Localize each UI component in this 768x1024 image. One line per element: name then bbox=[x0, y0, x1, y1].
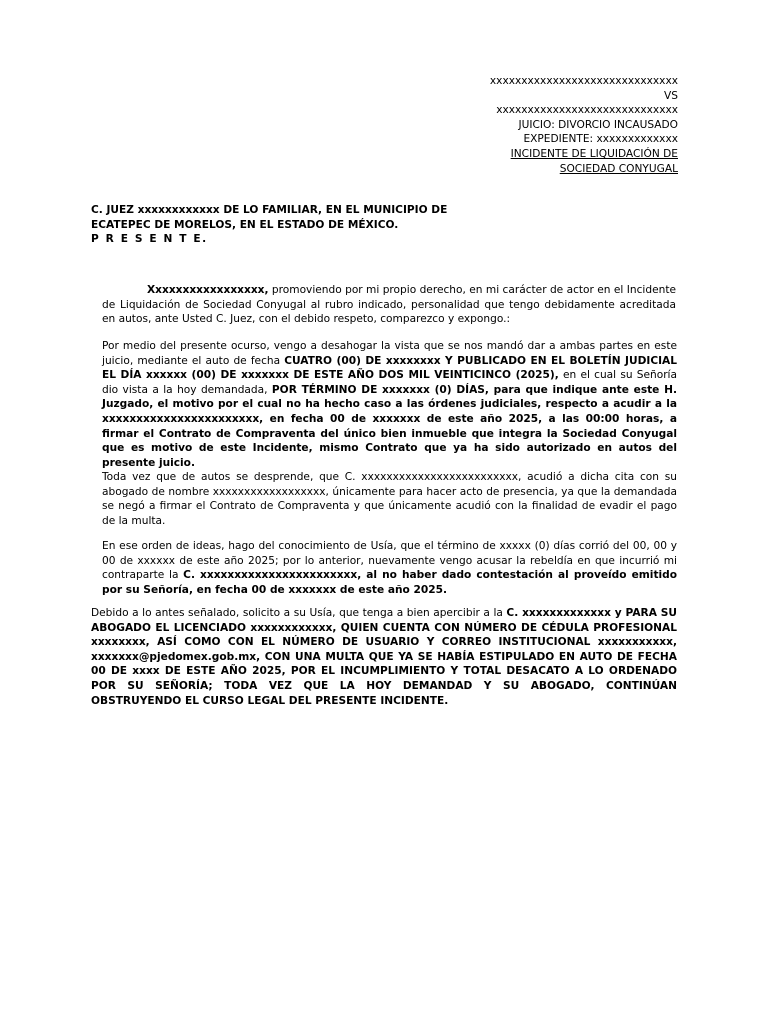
addressee-line1: C. JUEZ xxxxxxxxxxxx DE LO FAMILIAR, EN EL MUNICIPIO DE bbox=[91, 204, 448, 216]
facts-text: Toda vez que de autos se desprende, que C. xxxxxxxxxxxxxxxxxxxxxxxxx, acudió a dicha cita con su abogado de nombre xxxxxxxxxxxxxxxxxx, únicamente para hacer acto de presencia, ya que la demandada se negó a firmar el Contrato de Compraventa y que únicamente acudió con la finalidad de evadir el pago de la multa. bbox=[102, 471, 677, 527]
rebeldia-text: En ese orden de ideas, hago del conocimiento de Usía, que el término de xxxxx (0) días corrió del 00, 00 y 00 de xxxxxx de este año 2025; por lo anterior, nuevamente vengo acusar la rebeldía en que incurrió mi contraparte la bbox=[102, 540, 677, 582]
case-header bbox=[378, 74, 678, 176]
paragraph-petition bbox=[91, 606, 677, 708]
addressee-presente: P R E S E N T E. bbox=[91, 233, 208, 246]
incident-title-line2: SOCIEDAD CONYUGAL bbox=[559, 162, 678, 175]
addressee-block bbox=[91, 203, 471, 247]
intro-text: promoviendo por mi propio derecho, en mi carácter de actor en el Incidente de Liquidación de Sociedad Conyugal al rubro indicado, personalidad que tengo debidamente acreditada en autos, ante Usted C. Juez, con el debido respeto, comparezco y expongo.: bbox=[102, 284, 676, 326]
petition-bold: C. xxxxxxxxxxxxx y PARA SU ABOGADO EL LICENCIADO xxxxxxxxxxxx, QUIEN CUENTA CON NÚMERO DE CÉDULA PROFESIONAL xxxxxxxx, ASÍ COMO CON EL NÚMERO DE USUARIO Y CORREO INSTITUCIONAL xxxxxxxxxxx, xxxxxxx@pjedomex.gob.mx, CON UNA MULTA QUE YA SE HABÍA ESTIPULADO EN AUTO DE FECHA 00 DE xxxx DE ESTE AÑO 2025, POR EL INCUMPLIMIENTO Y TOTAL DESACATO A LO ORDENADO POR SU SEÑORÍA; TODA VEZ QUE LA HOY DEMANDAD Y SU ABOGADO, CONTINÚAN OBSTRUYENDO EL CURSO LEGAL DEL PRESENTE INCIDENTE. bbox=[91, 607, 677, 707]
addressee-line2: ECATEPEC DE MORELOS, EN EL ESTADO DE MÉXICO. bbox=[91, 218, 399, 231]
paragraph-facts bbox=[102, 470, 677, 528]
petition-text: Debido a lo antes señalado, solicito a su Usía, que tenga a bien apercibir a la bbox=[91, 607, 507, 619]
paragraph-introduction bbox=[102, 283, 676, 327]
versus: VS bbox=[664, 89, 678, 102]
case-type: JUICIO: DIVORCIO INCAUSADO bbox=[518, 118, 678, 131]
promoter-name: Xxxxxxxxxxxxxxxxx, bbox=[147, 284, 269, 296]
vista-text-2: en el cual su Señoría dio vista a la hoy demandada, bbox=[102, 369, 677, 396]
paragraph-vista bbox=[102, 339, 677, 470]
vista-text-1: Por medio del presente ocurso, vengo a desahogar la vista que se nos mandó dar a ambas partes en este juicio, mediante el auto de fecha bbox=[102, 340, 677, 367]
case-number: EXPEDIENTE: xxxxxxxxxxxxx bbox=[523, 133, 678, 146]
incident-title-line1: INCIDENTE DE LIQUIDACIÓN DE bbox=[510, 147, 678, 160]
rebeldia-bold: C. xxxxxxxxxxxxxxxxxxxxxxx, al no haber dado contestación al proveído emitido por su Señoría, en fecha 00 de xxxxxxx de este año 2025. bbox=[102, 569, 677, 596]
paragraph-rebeldia bbox=[102, 539, 677, 597]
vista-bold-1: CUATRO (00) DE xxxxxxxx Y PUBLICADO EN EL BOLETÍN JUDICIAL EL DÍA xxxxxx (00) DE xxxxxxx DE ESTE AÑO DOS MIL VEINTICINCO (2025), bbox=[102, 354, 677, 382]
party-a: xxxxxxxxxxxxxxxxxxxxxxxxxxxxxx bbox=[489, 75, 678, 87]
vista-bold-2: POR TÉRMINO DE xxxxxxx (0) DÍAS, para que indique ante este H. Juzgado, el motivo por el cual no ha hecho caso a las órdenes judiciales, respecto a acudir a la xxxxxxxxxxxxxxxxxxxxxxx, en fecha 00 de xxxxxxx de este año 2025, a las 00:00 horas, a firmar el Contrato de Compraventa del único bien inmueble que integra la Sociedad Conyugal que es motivo de este Incidente, mismo Contrato que ya ha sido autorizado en autos del presente juicio. bbox=[102, 383, 677, 469]
party-b: xxxxxxxxxxxxxxxxxxxxxxxxxxxxx bbox=[496, 104, 678, 117]
